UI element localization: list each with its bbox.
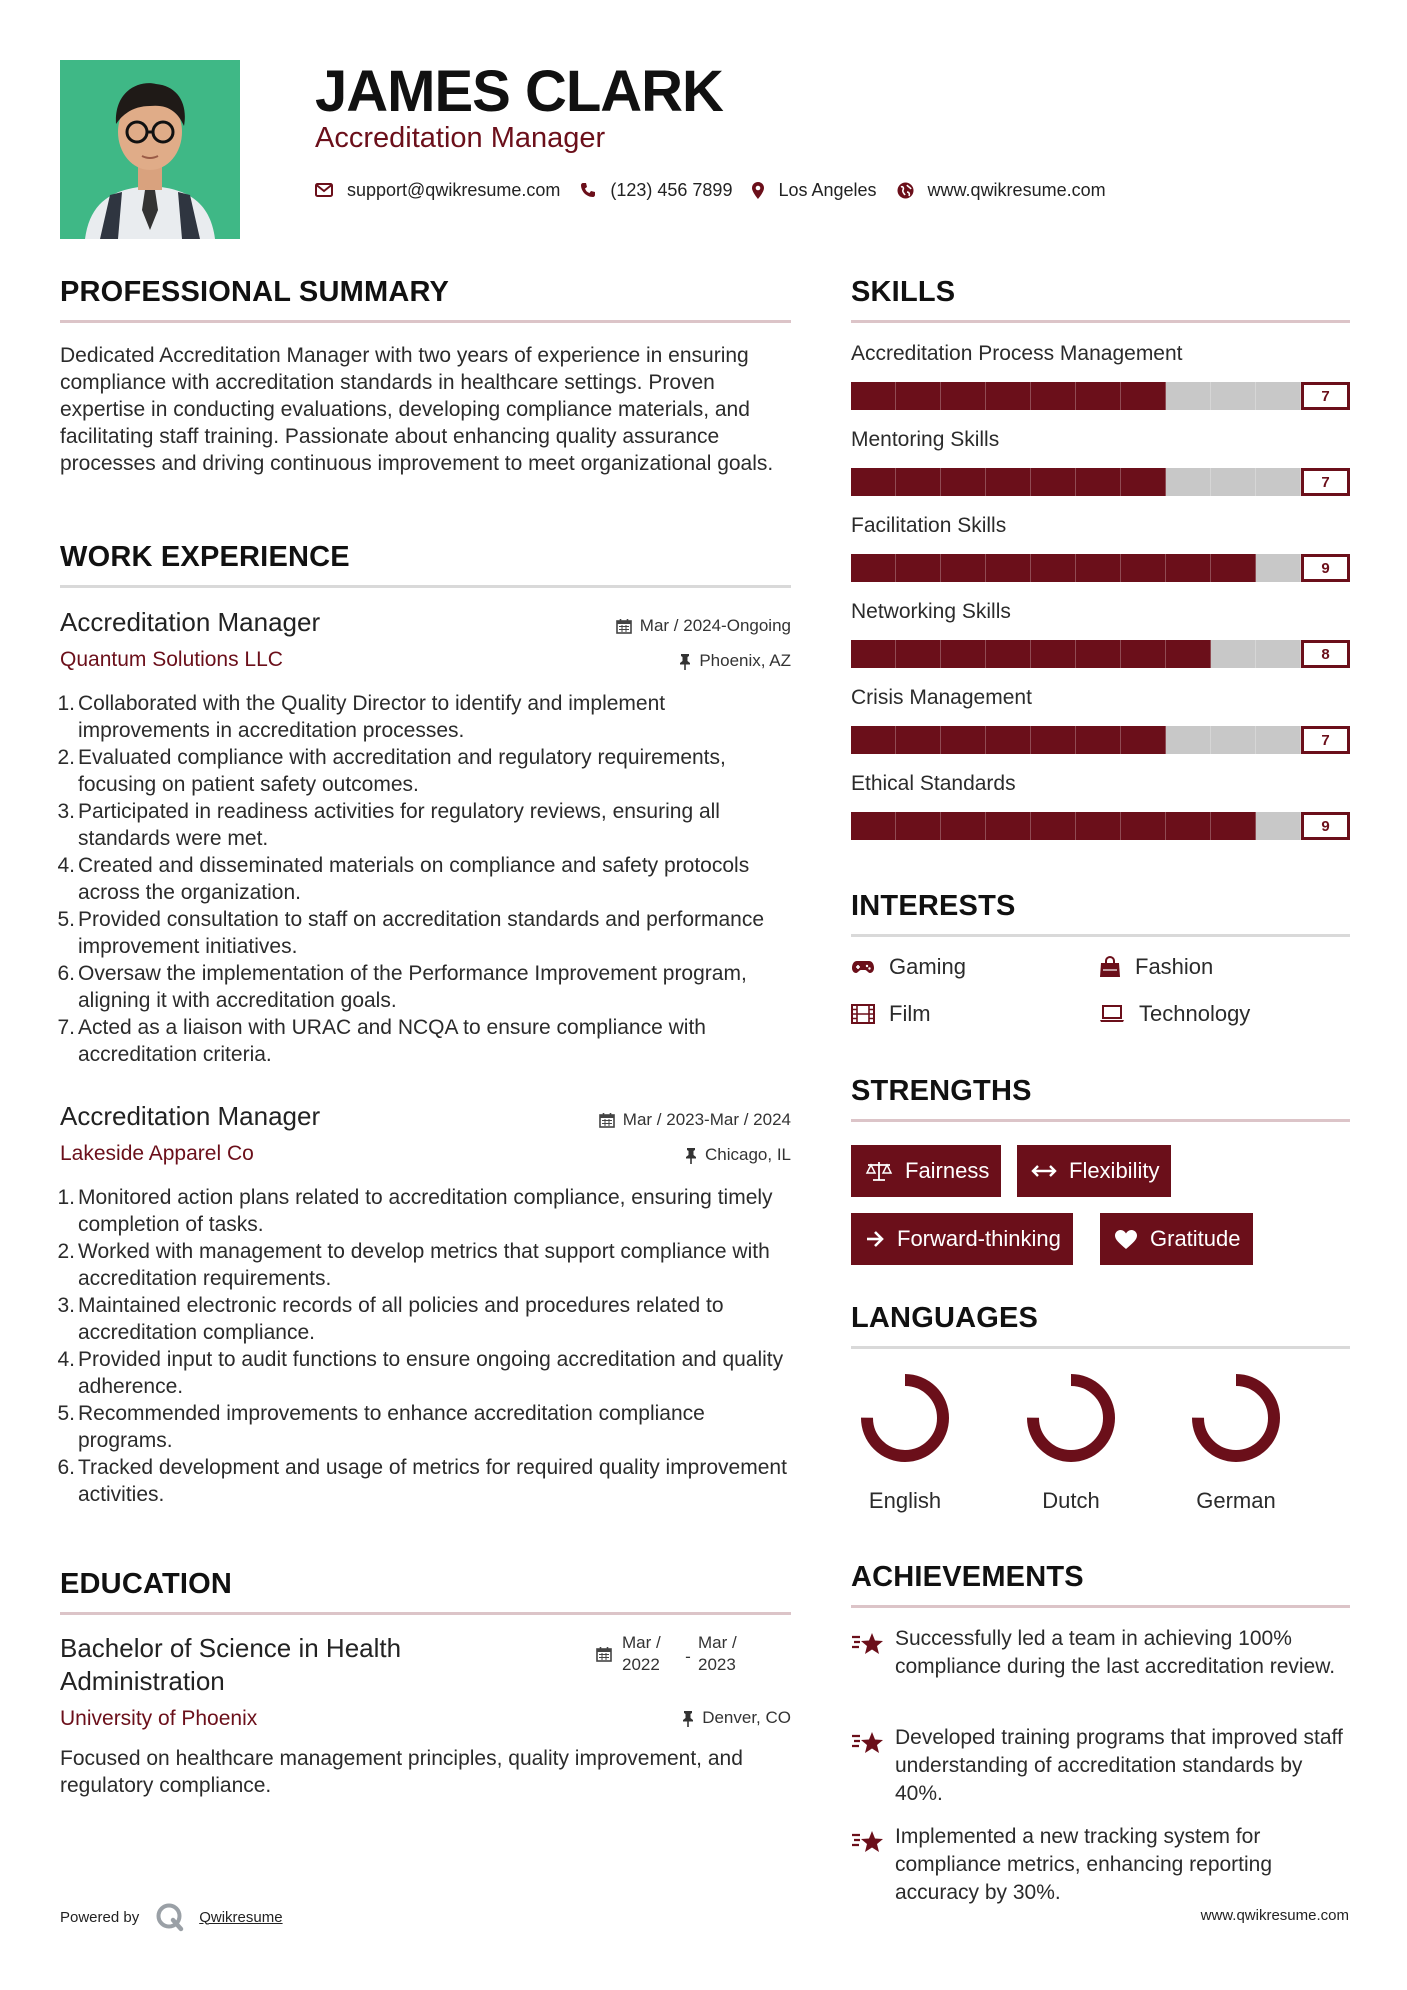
location-text: Los Angeles	[778, 179, 877, 200]
profile-photo	[60, 60, 240, 239]
skill-bar-segment	[941, 382, 986, 410]
education-location-text: Denver, CO	[702, 1708, 791, 1727]
contact-website[interactable]	[897, 180, 1106, 201]
candidate-title: Accreditation Manager	[315, 122, 606, 154]
skill-bar-segment	[1031, 554, 1076, 582]
skill-label: Facilitation Skills	[851, 514, 1007, 537]
contact-phone[interactable]	[580, 180, 732, 201]
skill-bar-segment	[896, 468, 941, 496]
skill-bar-segment	[986, 726, 1031, 754]
languages-divider	[851, 1346, 1350, 1349]
skill-bar-segment	[941, 812, 986, 840]
skill-bar-segment	[1121, 726, 1166, 754]
skill-bar-segment	[851, 812, 896, 840]
education-heading: EDUCATION	[60, 1568, 233, 1600]
strength-label: Fairness	[905, 1158, 990, 1183]
skill-bar-segment	[1256, 382, 1301, 410]
calendar-icon	[616, 618, 632, 634]
company-name: Lakeside Apparel Co	[60, 1142, 254, 1165]
skill-bar	[851, 726, 1350, 754]
job-dates	[599, 1110, 791, 1130]
contact-location	[752, 180, 876, 201]
skills-heading: SKILLS	[851, 276, 956, 308]
achievement-item	[851, 1724, 1351, 1808]
strength-label: Forward-thinking	[897, 1226, 1061, 1251]
strength-label: Gratitude	[1150, 1226, 1241, 1251]
summary-divider	[60, 320, 791, 323]
strength-chip	[1100, 1213, 1253, 1265]
list-item: 3. Maintained electronic records of all policies and procedures related to accreditation compliance.	[57, 1294, 724, 1344]
skill-bar-segment	[1031, 640, 1076, 668]
list-item: 5. Provided consultation to staff on accreditation standards and performance improvement initiatives.	[57, 908, 765, 958]
language-ring	[1188, 1370, 1284, 1466]
language-level-arc	[1033, 1380, 1109, 1456]
list-item: 6. Tracked development and usage of metrics for required quality improvement activities.	[57, 1456, 787, 1506]
company-name: Quantum Solutions LLC	[60, 648, 283, 671]
experience-divider	[60, 585, 791, 588]
language-item	[1176, 1370, 1296, 1514]
job-title: Accreditation Manager	[60, 1101, 321, 1131]
skill-score: 7	[1301, 468, 1350, 496]
skill-label: Mentoring Skills	[851, 428, 1000, 451]
skill-bar-segment	[1121, 640, 1166, 668]
email-text: support@qwikresume.com	[347, 179, 561, 200]
shooting-star-icon	[851, 1631, 885, 1657]
summary-text: Dedicated Accreditation Manager with two years of experience in ensuring compliance with accreditation standards in healthcare settings. Proven expertise in conducting evaluations, developing compliance materials, and facilitating staff training. Passionate about enhancing quality assurance processes and driving continuous improvement to meet organizational goals.	[60, 344, 774, 475]
arrows-horizontal-icon	[1031, 1164, 1057, 1178]
summary-heading: PROFESSIONAL SUMMARY	[60, 276, 450, 308]
skill-bar-segment	[1076, 554, 1121, 582]
interest-item	[1099, 954, 1213, 980]
strengths-heading: STRENGTHS	[851, 1075, 1032, 1107]
interest-item	[851, 1001, 931, 1027]
footer-website[interactable]: www.qwikresume.com	[1200, 1907, 1349, 1924]
skill-bar-segment	[1211, 726, 1256, 754]
achievement-text: Developed training programs that improved staff understanding of accreditation standards by 40%.	[895, 1726, 1343, 1805]
skill-bar-segment	[1121, 468, 1166, 496]
brand-link[interactable]: Qwikresume	[199, 1908, 283, 1926]
list-item: 4. Provided input to audit functions to ensure ongoing accreditation and quality adherence.	[57, 1348, 784, 1398]
achievement-item	[851, 1625, 1351, 1681]
skill-bar-segment	[1166, 640, 1211, 668]
skill-bar-segment	[1031, 468, 1076, 496]
skill-bar-segment	[941, 554, 986, 582]
skill-bar-segment	[986, 554, 1031, 582]
skill-bar-segment	[986, 468, 1031, 496]
skill-bar-segment	[1076, 640, 1121, 668]
school-name: University of Phoenix	[60, 1707, 258, 1730]
website-text: www.qwikresume.com	[927, 179, 1106, 200]
list-item: 2. Worked with management to develop metrics that support compliance with accreditation requirements.	[57, 1240, 770, 1290]
laptop-icon	[1099, 1005, 1125, 1023]
film-icon	[851, 1004, 875, 1024]
calendar-icon	[599, 1112, 615, 1128]
skill-bar-segment	[896, 640, 941, 668]
job-location	[679, 651, 791, 671]
skill-label: Networking Skills	[851, 600, 1011, 623]
skill-bar-segment	[1031, 382, 1076, 410]
powered-by-label: Powered by	[60, 1908, 140, 1926]
interest-label: Fashion	[1135, 954, 1214, 979]
interest-label: Gaming	[889, 954, 967, 979]
interest-label: Technology	[1139, 1001, 1251, 1026]
skill-bar-segment	[1256, 468, 1301, 496]
skill-bar-segment	[1211, 554, 1256, 582]
skill-bar-segment	[1211, 382, 1256, 410]
skill-bar-segment	[1166, 554, 1211, 582]
job-dates-text: Mar / 2024-Ongoing	[639, 616, 791, 635]
education-dates	[596, 1632, 754, 1676]
language-label: German	[1196, 1488, 1276, 1513]
skill-bar	[851, 468, 1350, 496]
skill-score: 7	[1301, 382, 1350, 410]
interest-label: Film	[889, 1001, 931, 1026]
interests-divider	[851, 934, 1350, 937]
heart-icon	[1114, 1229, 1138, 1250]
qwikresume-logo-icon	[155, 1902, 185, 1932]
education-location	[682, 1708, 791, 1728]
skill-bar-segment	[1031, 812, 1076, 840]
list-item: 7. Acted as a liaison with URAC and NCQA to ensure compliance with accreditation criteria.	[57, 1016, 706, 1066]
skill-score: 9	[1301, 554, 1350, 582]
phone-text: (123) 456 7899	[610, 179, 733, 200]
strength-chip	[851, 1145, 1001, 1197]
shooting-star-icon	[851, 1730, 885, 1756]
globe-icon	[897, 182, 914, 199]
language-item	[1011, 1370, 1131, 1514]
skill-bar-segment	[851, 640, 896, 668]
skill-bar-segment	[1211, 640, 1256, 668]
skill-score: 8	[1301, 640, 1350, 668]
job-location-text: Phoenix, AZ	[699, 651, 791, 670]
pushpin-icon	[682, 1710, 694, 1727]
skill-bar	[851, 640, 1350, 668]
skill-bar-segment	[1076, 726, 1121, 754]
skill-bar-segment	[1121, 382, 1166, 410]
skill-bar-segment	[851, 554, 896, 582]
job-dates-text: Mar / 2023-Mar / 2024	[622, 1110, 791, 1129]
interest-item	[1099, 1001, 1250, 1027]
skill-bar-segment	[1256, 554, 1301, 582]
skill-bar-segment	[1211, 812, 1256, 840]
skill-bar-segment	[1076, 468, 1121, 496]
skill-bar-segment	[851, 468, 896, 496]
degree-title: Bachelor of Science in Health Administration	[60, 1633, 402, 1696]
interest-item	[851, 954, 966, 980]
language-ring	[1023, 1370, 1119, 1466]
strength-chip	[1017, 1145, 1171, 1197]
gamepad-icon	[851, 959, 875, 975]
skill-score: 7	[1301, 726, 1350, 754]
skill-bar-segment	[1076, 382, 1121, 410]
interests-heading: INTERESTS	[851, 890, 1016, 922]
skill-bar-segment	[1121, 812, 1166, 840]
skill-bar-segment	[851, 382, 896, 410]
skill-bar-segment	[1211, 468, 1256, 496]
skill-bar-segment	[1031, 726, 1076, 754]
strength-label: Flexibility	[1069, 1158, 1160, 1183]
envelope-icon	[315, 183, 333, 197]
education-end: Mar / 2023	[698, 1633, 737, 1674]
skill-bar-segment	[1256, 726, 1301, 754]
languages-heading: LANGUAGES	[851, 1302, 1039, 1334]
list-item: 4. Created and disseminated materials on compliance and safety protocols across the organization.	[57, 854, 750, 904]
list-item: 1. Monitored action plans related to accreditation compliance, ensuring timely completion of tasks.	[57, 1186, 773, 1236]
achievements-heading: ACHIEVEMENTS	[851, 1561, 1084, 1593]
skill-bar-segment	[1121, 554, 1166, 582]
skill-bar-segment	[1166, 382, 1211, 410]
strengths-divider	[851, 1119, 1350, 1122]
language-label: Dutch	[1042, 1488, 1100, 1513]
skill-bar-segment	[1256, 640, 1301, 668]
education-description: Focused on healthcare management principles, quality improvement, and regulatory compliance.	[60, 1747, 743, 1797]
powered-by	[60, 1902, 283, 1932]
language-level-arc	[1198, 1380, 1274, 1456]
achievements-divider	[851, 1605, 1350, 1608]
language-ring	[857, 1370, 953, 1466]
achievement-text: Implemented a new tracking system for compliance metrics, enhancing reporting accuracy by 30%.	[895, 1825, 1273, 1904]
duty-list	[57, 690, 800, 1068]
skill-bar-segment	[986, 812, 1031, 840]
contact-email[interactable]	[315, 180, 560, 201]
skill-bar	[851, 554, 1350, 582]
skill-label: Crisis Management	[851, 686, 1032, 709]
phone-icon	[580, 182, 596, 198]
candidate-name: JAMES CLARK	[315, 59, 723, 124]
job-title: Accreditation Manager	[60, 607, 321, 637]
skill-bar	[851, 812, 1350, 840]
list-item: 5. Recommended improvements to enhance accreditation compliance programs.	[57, 1402, 705, 1452]
skill-bar-segment	[941, 468, 986, 496]
skill-bar-segment	[1076, 812, 1121, 840]
skill-bar	[851, 382, 1350, 410]
pushpin-icon	[679, 653, 691, 670]
balance-scale-icon	[865, 1160, 893, 1182]
education-divider	[60, 1612, 791, 1615]
calendar-icon	[596, 1646, 612, 1662]
skill-label: Ethical Standards	[851, 772, 1016, 795]
arrow-right-icon	[865, 1230, 885, 1248]
language-item	[845, 1370, 965, 1514]
job-location-text: Chicago, IL	[705, 1145, 791, 1164]
list-item: 6. Oversaw the implementation of the Performance Improvement program, aligning it with accreditation goals.	[57, 962, 747, 1012]
map-pin-icon	[752, 182, 764, 199]
job-location	[685, 1145, 791, 1165]
skill-bar-segment	[1166, 812, 1211, 840]
list-item: 1. Collaborated with the Quality Director to identify and implement improvements in accreditation processes.	[57, 692, 666, 742]
skill-bar-segment	[986, 640, 1031, 668]
experience-heading: WORK EXPERIENCE	[60, 541, 350, 573]
skill-bar-segment	[986, 382, 1031, 410]
education-start: Mar / 2022	[622, 1633, 661, 1674]
date-separator: -	[685, 1647, 691, 1666]
skill-bar-segment	[1166, 726, 1211, 754]
achievement-item	[851, 1823, 1351, 1907]
skill-bar-segment	[896, 554, 941, 582]
skill-score: 9	[1301, 812, 1350, 840]
skill-bar-segment	[1166, 468, 1211, 496]
language-level-arc	[867, 1380, 943, 1456]
list-item: 3. Participated in readiness activities for regulatory reviews, ensuring all standards were met.	[57, 800, 720, 850]
language-label: English	[868, 1488, 942, 1513]
list-item: 2. Evaluated compliance with accreditation and regulatory requirements, focusing on patient safety outcomes.	[57, 746, 726, 796]
skill-bar-segment	[941, 640, 986, 668]
job-dates	[616, 616, 791, 636]
skill-bar-segment	[1256, 812, 1301, 840]
duty-list	[57, 1184, 800, 1508]
skill-bar-segment	[896, 382, 941, 410]
strength-chip	[851, 1213, 1073, 1265]
shooting-star-icon	[851, 1829, 885, 1855]
shopping-bag-icon	[1099, 956, 1121, 978]
skill-bar-segment	[896, 812, 941, 840]
skill-label: Accreditation Process Management	[851, 342, 1183, 365]
skill-bar-segment	[896, 726, 941, 754]
skill-bar-segment	[851, 726, 896, 754]
skills-divider	[851, 320, 1350, 323]
achievement-text: Successfully led a team in achieving 100% compliance during the last accreditation review.	[895, 1627, 1336, 1678]
contact-row	[315, 178, 1126, 202]
skill-bar-segment	[941, 726, 986, 754]
pushpin-icon	[685, 1147, 697, 1164]
